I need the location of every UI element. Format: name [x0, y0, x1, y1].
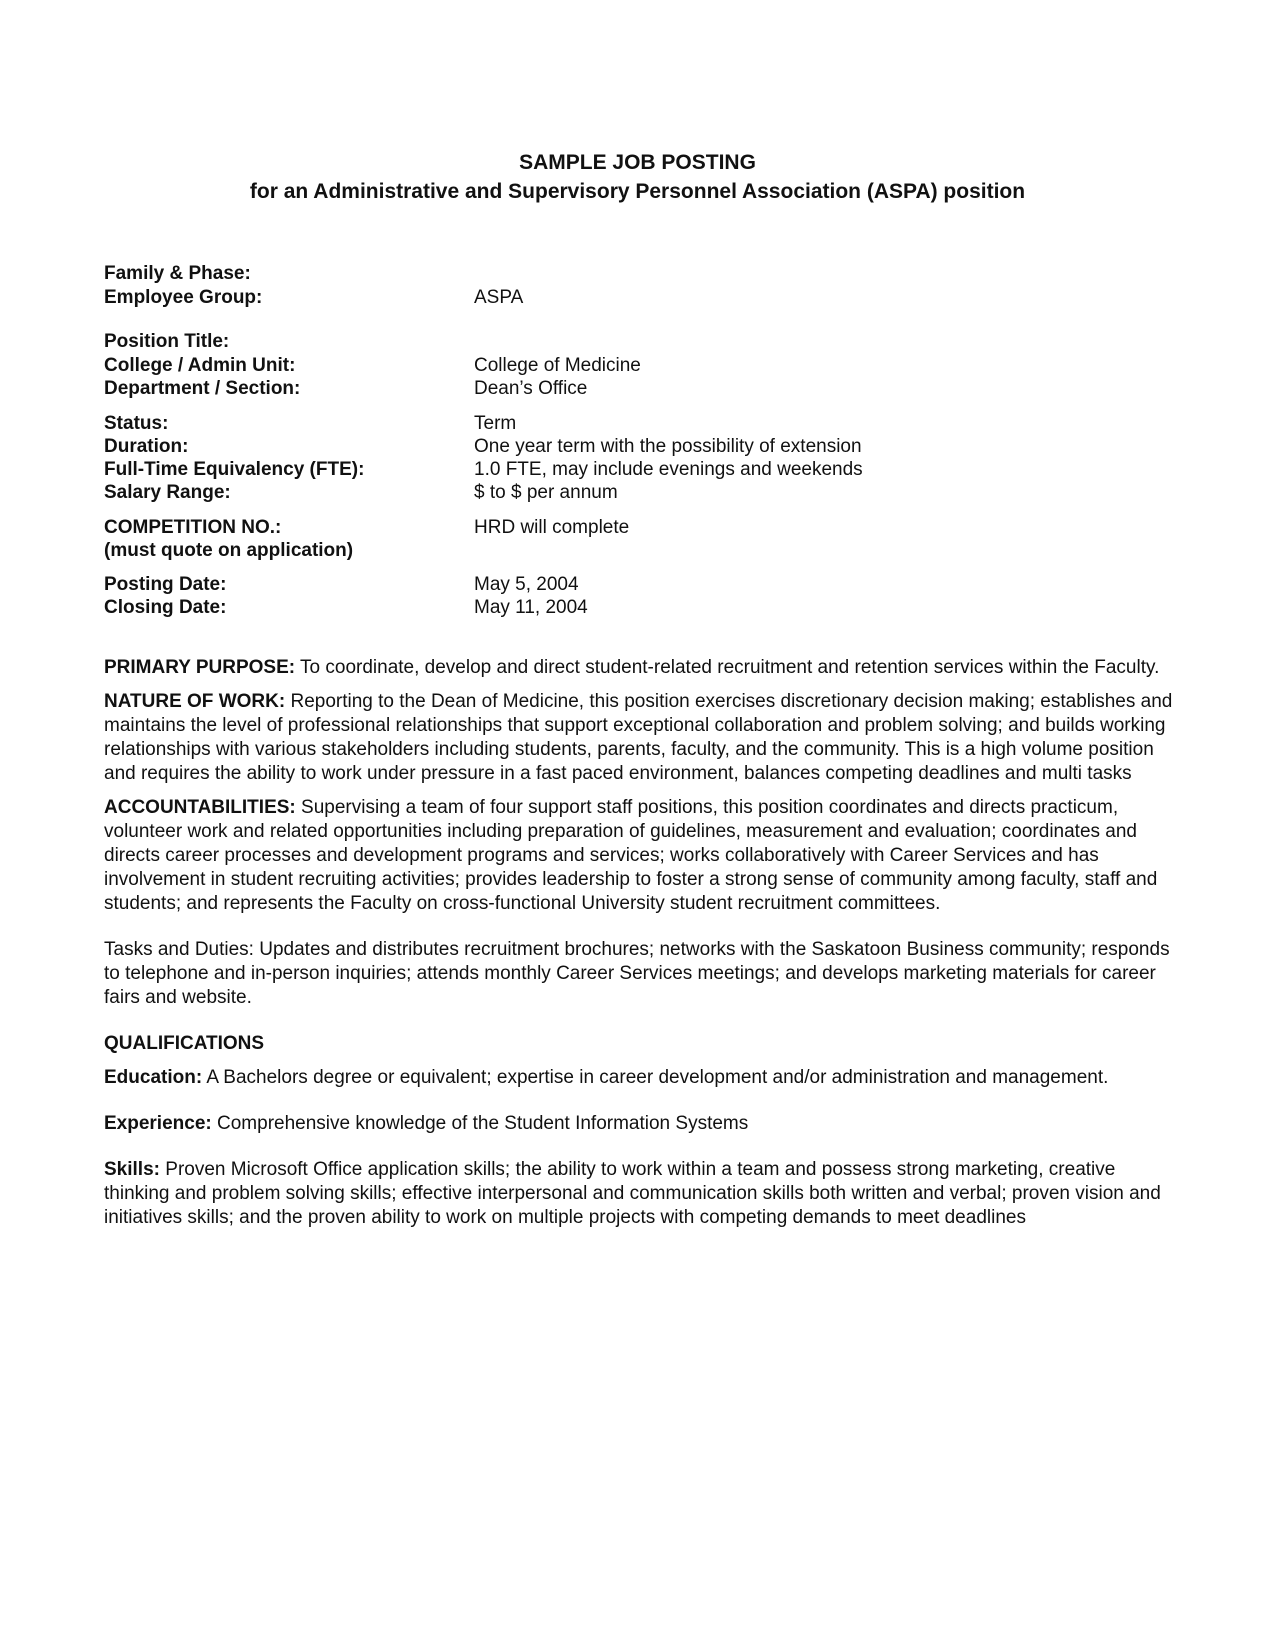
- field-value: 1.0 FTE, may include evenings and weekends: [474, 459, 863, 480]
- field-label: Department / Section:: [104, 378, 301, 399]
- skills-text: Proven Microsoft Office application skills; the ability to work within a team and possess strong marketing, creative thinking and problem solving skills; effective interpersonal and communication skills both written and verbal; proven vision and initiatives skills; and the proven ability to work on multiple projects with competing demands to meet deadlines: [104, 1159, 1161, 1228]
- field-label: COMPETITION NO.:: [104, 517, 282, 538]
- field-value: May 5, 2004: [474, 574, 579, 595]
- tasks-text: Tasks and Duties: Updates and distributes recruitment brochures; networks with the Saskatoon Business community; responds to telephone and in-person inquiries; attends monthly Career Services meetings; and develops marketing materials for career fairs and website.: [104, 939, 1170, 1008]
- qualifications-heading: QUALIFICATIONS: [104, 1033, 265, 1054]
- field-label: Posting Date:: [104, 574, 227, 595]
- field-value: ASPA: [474, 287, 524, 308]
- field-value: May 11, 2004: [474, 597, 588, 618]
- accountabilities-text: Supervising a team of four support staff positions, this position coordinates and directs practicum, volunteer work and related opportunities including preparation of guidelines, measurement and evaluation; coordinates and directs career processes and development programs and services; works collaboratively with Career Services and has involvement in student recruiting activities; provides leadership to foster a strong sense of community among faculty, staff and students; and represents the Faculty on cross-functional University student recruitment committees.: [104, 797, 1158, 914]
- tasks-paragraph: [104, 938, 1174, 1010]
- primary-purpose-heading: PRIMARY PURPOSE:: [104, 657, 296, 678]
- accountabilities-paragraph: [104, 796, 1174, 916]
- field-value: One year term with the possibility of extension: [474, 436, 862, 457]
- field-label: Family & Phase:: [104, 263, 251, 284]
- skills-heading: Skills:: [104, 1159, 160, 1180]
- nature-of-work-heading: NATURE OF WORK:: [104, 691, 286, 712]
- field-label: College / Admin Unit:: [104, 355, 296, 376]
- primary-purpose-paragraph: [104, 656, 1174, 680]
- field-label: (must quote on application): [104, 540, 354, 561]
- posting-body: [104, 656, 1174, 1230]
- experience-paragraph: [104, 1112, 1174, 1136]
- field-value: Term: [474, 413, 517, 434]
- field-value: $ to $ per annum: [474, 482, 618, 503]
- field-label: Employee Group:: [104, 287, 263, 308]
- field-label: Full-Time Equivalency (FTE):: [104, 459, 365, 480]
- title-line-1: SAMPLE JOB POSTING: [519, 151, 756, 174]
- skills-paragraph: [104, 1158, 1174, 1230]
- field-label: Duration:: [104, 436, 189, 457]
- experience-text: Comprehensive knowledge of the Student Information Systems: [217, 1113, 749, 1134]
- experience-heading: Experience:: [104, 1113, 212, 1134]
- education-text: A Bachelors degree or equivalent; expertise in career development and/or administration and management.: [206, 1067, 1109, 1088]
- accountabilities-heading: ACCOUNTABILITIES:: [104, 797, 296, 818]
- field-label: Salary Range:: [104, 482, 231, 503]
- field-value: College of Medicine: [474, 355, 641, 376]
- nature-of-work-paragraph: [104, 690, 1174, 786]
- title-line-2: for an Administrative and Supervisory Personnel Association (ASPA) position: [249, 180, 1026, 203]
- field-label: Position Title:: [104, 331, 230, 352]
- field-value: Dean’s Office: [474, 378, 588, 399]
- field-label: Closing Date:: [104, 597, 227, 618]
- field-value: HRD will complete: [474, 517, 630, 538]
- education-paragraph: [104, 1066, 1174, 1090]
- field-label: Status:: [104, 413, 169, 434]
- primary-purpose-text: To coordinate, develop and direct student-related recruitment and retention services within the Faculty.: [300, 657, 1160, 678]
- document-title: [0, 148, 1275, 206]
- nature-of-work-text: Reporting to the Dean of Medicine, this position exercises discretionary decision making; establishes and maintains the level of professional relationships that support exceptional collaboration and problem solving; and builds working relationships with various stakeholders including students, parents, faculty, and the community. This is a high volume position and requires the ability to work under pressure in a fast paced environment, balances competing deadlines and multi tasks: [104, 691, 1173, 784]
- education-heading: Education:: [104, 1067, 203, 1088]
